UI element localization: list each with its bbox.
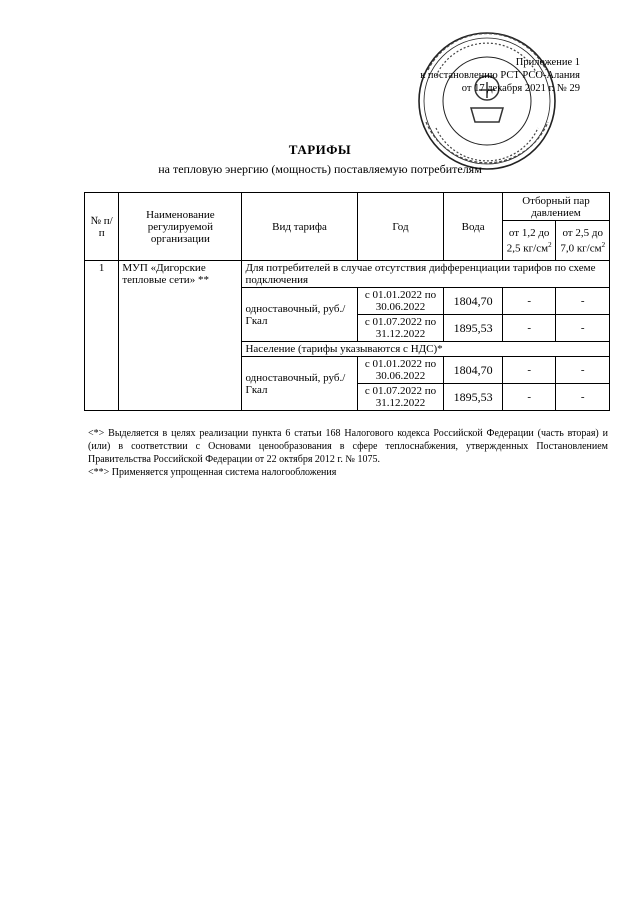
tariff-table xyxy=(84,192,610,411)
steam-1-value: - xyxy=(502,315,556,342)
period-cell: с 01.07.2022 по 31.12.2022 xyxy=(357,315,444,342)
period-cell: с 01.07.2022 по 31.12.2022 xyxy=(357,384,444,411)
header-steam: Отборный пар давлением xyxy=(502,193,609,221)
footnote-1: <*> Выделяется в целях реализации пункта 6 статьи 168 Налогового кодекса Российской Федерации (часть вторая) и (или) в соответствии с Основами ценообразования в сфере теплоснабжения, утвержденных Постановлением Правительства Российской Федерации от 22 октября 2012 г. № 1075. xyxy=(88,428,608,465)
appendix-header xyxy=(420,56,580,95)
water-value: 1895,53 xyxy=(444,315,503,342)
period-cell: с 01.01.2022 по 30.06.2022 xyxy=(357,288,444,315)
steam-range-1-text: от 1,2 до 2,5 кг/см xyxy=(506,226,550,255)
steam-1-value: - xyxy=(502,288,556,315)
header-num: № п/п xyxy=(85,193,119,261)
header-line-3: от 17 декабря 2021 г. № 29 xyxy=(461,83,580,94)
footnotes xyxy=(88,427,608,479)
tariff-type: одноставочный, руб./Гкал xyxy=(242,288,357,342)
water-value: 1895,53 xyxy=(444,384,503,411)
header-line-1: Приложение 1 xyxy=(515,57,580,68)
section-2-label: Население (тарифы указываются с НДС)* xyxy=(242,342,610,357)
tariff-type: одноставочный, руб./Гкал xyxy=(242,357,357,411)
header-steam-range-1 xyxy=(502,221,556,261)
document-subtitle: на тепловую энергию (мощность) поставляемую потребителям xyxy=(158,162,482,176)
header-year: Год xyxy=(357,193,444,261)
steam-1-value: - xyxy=(502,357,556,384)
steam-2-value: - xyxy=(556,357,610,384)
superscript: 2 xyxy=(548,240,552,249)
header-org: Наименование регулируемой организации xyxy=(119,193,242,261)
water-value: 1804,70 xyxy=(444,357,503,384)
document-title: ТАРИФЫ xyxy=(288,142,352,157)
period-cell: с 01.01.2022 по 30.06.2022 xyxy=(357,357,444,384)
organization-name: МУП «Дигорские тепловые сети» ** xyxy=(119,261,242,411)
steam-2-value: - xyxy=(556,288,610,315)
section-1-label: Для потребителей в случае отсутствия дифференциации тарифов по схеме подключения xyxy=(242,261,610,288)
header-steam-range-2 xyxy=(556,221,610,261)
superscript: 2 xyxy=(601,240,606,249)
header-water: Вода xyxy=(444,193,503,261)
header-line-2: к постановлению РСТ РСО-Алания xyxy=(420,70,580,81)
header-type: Вид тарифа xyxy=(242,193,357,261)
steam-2-value: - xyxy=(556,384,610,411)
steam-range-2-text: от 2,5 до 7,0 кг/см xyxy=(560,226,603,255)
steam-1-value: - xyxy=(502,384,556,411)
footnote-2: <**> Применяется упрощенная система налогообложения xyxy=(88,467,337,478)
steam-2-value: - xyxy=(556,315,610,342)
water-value: 1804,70 xyxy=(444,288,503,315)
row-number: 1 xyxy=(85,261,119,411)
